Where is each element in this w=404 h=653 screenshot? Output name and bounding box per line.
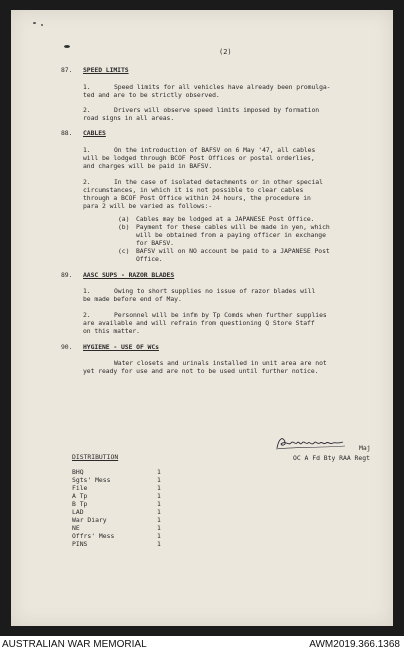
paragraph-number: 2. (83, 311, 91, 319)
distribution-heading: DISTRIBUTION (72, 453, 119, 461)
subitem-line: BAFSV will on NO account be paid to a JAPANESE Post (136, 247, 330, 255)
page-number: (2) (219, 48, 232, 56)
signature-block (273, 434, 383, 466)
paragraph-line: will be lodged through BCOF Post Offices or postal orderlies, (83, 154, 315, 162)
paragraph-number: 2. (83, 178, 91, 186)
signature-rank: Maj (359, 444, 371, 452)
distribution-quantity: 1 (157, 476, 161, 484)
archive-footer (0, 636, 404, 653)
paragraph-line: Owing to short supplies no issue of razor blades will (114, 287, 316, 295)
subitem-line: for BAFSV. (136, 239, 174, 247)
paragraph-number: 1. (83, 146, 91, 154)
distribution-quantity: 1 (157, 492, 161, 500)
paragraph-line: Water closets and urinals installed in unit area are not (114, 359, 327, 367)
paragraph-number: 1. (83, 287, 91, 295)
distribution-recipient: A Tp (72, 492, 88, 500)
paragraph-line: In the case of isolated detachments or in other special (114, 178, 323, 186)
paragraph-line: circumstances, in which it is not possible to clear cables (83, 186, 304, 194)
paragraph-line: road signs in all areas. (83, 114, 175, 122)
accession-number: AWM2019.366.1368 (309, 639, 400, 650)
subitem-label: (a) (118, 215, 130, 223)
paragraph-line: and charges will be paid in BAFSV. (83, 162, 213, 170)
distribution-recipient: PINS (72, 540, 88, 548)
paragraph-line: yet ready for use and are not to be used until further notice. (83, 367, 319, 375)
punch-mark (64, 45, 70, 48)
distribution-recipient: File (72, 484, 88, 492)
paragraph-line: through a BCOF Post Office within 24 hours, the procedure in (83, 194, 311, 202)
paragraph-number: 1. (83, 83, 91, 91)
subitem-line: Cables may be lodged at a JAPANESE Post Office. (136, 215, 315, 223)
distribution-quantity: 1 (157, 532, 161, 540)
section-heading: CABLES (83, 129, 106, 137)
section-number: 88. (61, 129, 73, 137)
section-heading: AASC SUPS - RAZOR BLADES (83, 271, 175, 279)
distribution-quantity: 1 (157, 468, 161, 476)
distribution-recipient: BHQ (72, 468, 84, 476)
distribution-quantity: 1 (157, 500, 161, 508)
distribution-quantity: 1 (157, 524, 161, 532)
section-heading: HYGIENE - USE OF WCs (83, 343, 159, 351)
paragraph-line: On the introduction of BAFSV on 6 May '47, all cables (114, 146, 316, 154)
handwritten-signature (273, 434, 357, 452)
paragraph-line: Drivers will observe speed limits imposed by formation (114, 106, 320, 114)
subitem-line: Payment for these cables will be made in yen, which (136, 223, 330, 231)
page-mark (33, 22, 36, 24)
paragraph-number: 2. (83, 106, 91, 114)
distribution-quantity: 1 (157, 484, 161, 492)
section-heading: SPEED LIMITS (83, 66, 129, 74)
distribution-quantity: 1 (157, 516, 161, 524)
archive-name: AUSTRALIAN WAR MEMORIAL (2, 639, 147, 650)
distribution-recipient: Offrs' Mess (72, 532, 115, 540)
signature-title: OC A Fd Bty RAA Regt (293, 454, 370, 462)
distribution-recipient: NE (72, 524, 80, 532)
distribution-quantity: 1 (157, 540, 161, 548)
paragraph-line: Personnel will be infm by Tp Comds when further supplies (114, 311, 327, 319)
subitem-label: (b) (118, 223, 130, 231)
paragraph-line: on this matter. (83, 327, 140, 335)
distribution-recipient: LAD (72, 508, 84, 516)
subitem-label: (c) (118, 247, 130, 255)
paragraph-line: Speed limits for all vehicles have already been promulga- (114, 83, 331, 91)
document-page (11, 10, 393, 626)
page-mark (41, 24, 43, 26)
paragraph-line: be made before end of May. (83, 295, 182, 303)
paragraph-line: ted and are to be strictly observed. (83, 91, 220, 99)
distribution-recipient: Sgts' Mess (72, 476, 111, 484)
section-number: 89. (61, 271, 73, 279)
section-number: 87. (61, 66, 73, 74)
distribution-recipient: B Tp (72, 500, 88, 508)
subitem-line: will be obtained from a paying officer in exchange (136, 231, 326, 239)
distribution-recipient: War Diary (72, 516, 107, 524)
paragraph-line: para 2 will be varied as follows:- (83, 202, 213, 210)
subitem-line: Office. (136, 255, 163, 263)
section-number: 90. (61, 343, 73, 351)
paragraph-line: are available and will refrain from questioning Q Store Staff (83, 319, 315, 327)
distribution-quantity: 1 (157, 508, 161, 516)
